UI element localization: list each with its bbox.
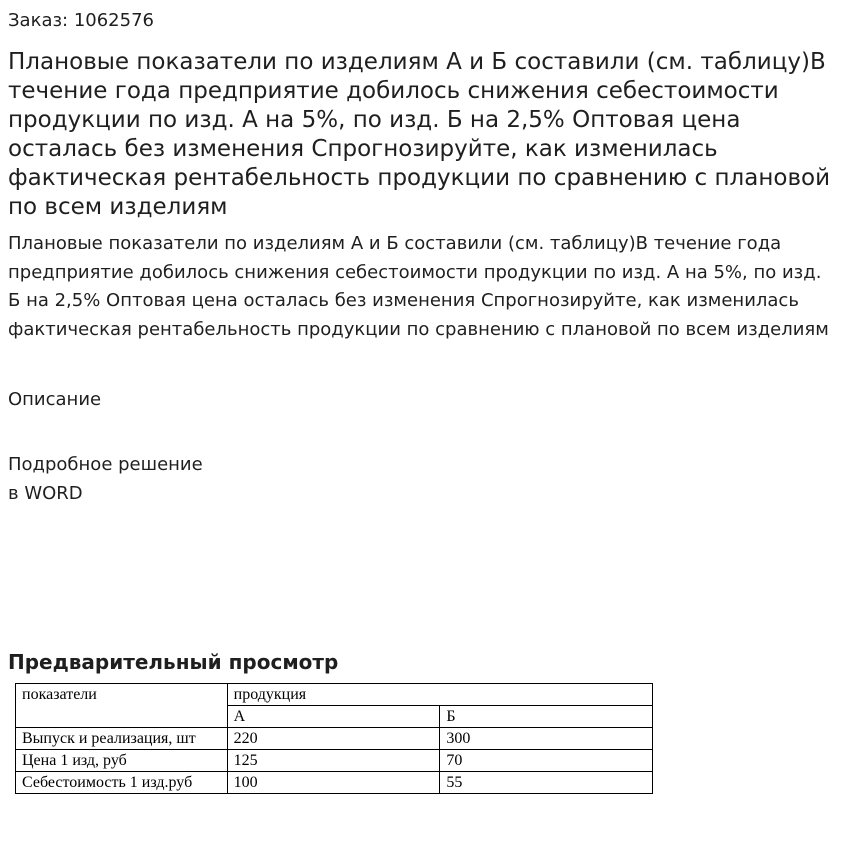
solution-line-2: в WORD bbox=[8, 483, 83, 504]
table-row bbox=[16, 750, 653, 772]
table-row bbox=[16, 728, 653, 750]
row-value-b: 70 bbox=[440, 750, 653, 772]
order-number: Заказ: 1062576 bbox=[8, 10, 154, 31]
page-title: Плановые показатели по изделиям А и Б составили (см. таблицу)В течение года предприятие добилось снижения себестоимости продукции по изд. А на 5%, по изд. Б на 2,5% Оптовая цена осталась без изменения Спрогнозируйте, как изменилась фактическая рентабельность продукции по сравнению с плановой по всем изделиям bbox=[8, 49, 831, 220]
row-value-a: 125 bbox=[227, 750, 440, 772]
row-value-a: 220 bbox=[227, 728, 440, 750]
row-label: Себестоимость 1 изд.руб bbox=[16, 772, 228, 794]
header-col-a: А bbox=[227, 706, 440, 728]
row-value-b: 55 bbox=[440, 772, 653, 794]
row-value-b: 300 bbox=[440, 728, 653, 750]
row-label: Цена 1 изд, руб bbox=[16, 750, 228, 772]
description-label: Описание bbox=[8, 389, 102, 410]
row-label: Выпуск и реализация, шт bbox=[16, 728, 228, 750]
solution-line-1: Подробное решение bbox=[8, 454, 203, 475]
preview-heading: Предварительный просмотр bbox=[8, 650, 339, 674]
header-col-b: Б bbox=[440, 706, 653, 728]
solution-info bbox=[8, 450, 203, 508]
preview-table bbox=[15, 683, 653, 794]
task-description: Плановые показатели по изделиям А и Б составили (см. таблицу)В течение года предприятие добилось снижения себестоимости продукции по изд. А на 5%, по изд. Б на 2,5% Оптовая цена осталась без изменения Спрогнозируйте, как изменилась фактическая рентабельность продукции по сравнению с плановой по всем изделиям bbox=[8, 233, 829, 340]
table-row bbox=[16, 772, 653, 794]
header-indicator-cell: показатели bbox=[16, 684, 228, 728]
row-value-a: 100 bbox=[227, 772, 440, 794]
table-header-row bbox=[16, 684, 653, 706]
header-product-cell: продукция bbox=[227, 684, 652, 706]
